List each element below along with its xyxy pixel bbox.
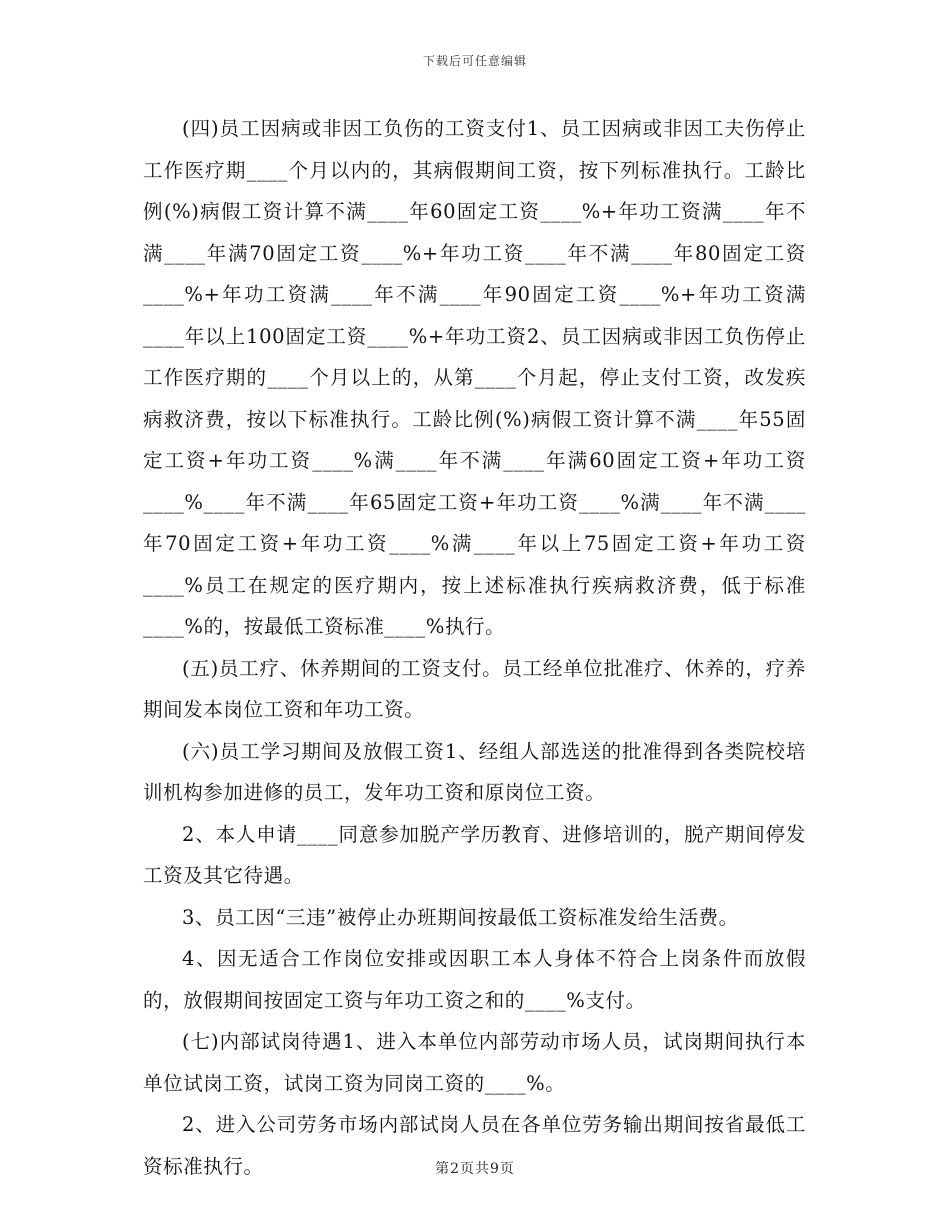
page-number: 第2页共9页: [435, 1161, 515, 1177]
paragraph-item-2-labor-market: 2、进入公司劳务市场内部试岗人员在各单位劳务输出期间按省最低工资标准执行。: [143, 1113, 806, 1178]
paragraph-sick-leave-pay: (四)员工因病或非因工负伤的工资支付1、员工因病或非因工夫伤停止工作医疗期____个月以内的，其病假期间工资，按下列标准执行。工龄比例(%)病假工资计算不满____年60固定工资____%+年功工资满____年不满____年满70固定工资____%+年功工资____年不满____年80固定工资____%+年功工资满____年不满____年90固定工资____%+年功工资满____年以上100固定工资____%+年功工资2、员工因病或非因工负伤停止工作医疗期的____个月以上的，从第____个月起，停止支付工资，改发疾病救济费，按以下标准执行。工龄比例(%)病假工资计算不满____年55固定工资+年功工资____%满____年不满____年满60固定工资+年功工资____%____年不满____年65固定工资+年功工资____%满____年不满____年70固定工资+年功工资____%满____年以上75固定工资+年功工资____%员工在规定的医疗期内，按上述标准执行疾病救济费，低于标准____%的，按最低工资标准____%执行。: [143, 117, 806, 638]
document-body: [143, 108, 806, 1187]
paragraph-recuperation-pay: (五)员工疗、休养期间的工资支付。员工经单位批准疗、休养的，疗养期间发本岗位工资和年功工资。: [143, 656, 806, 721]
paragraph-item-2-self-application: 2、本人申请____同意参加脱产学历教育、进修培训的，脱产期间停发工资及其它待遇。: [143, 822, 806, 887]
paragraph-trial-position-pay: (七)内部试岗待遇1、进入本单位内部劳动市场人员，试岗期间执行本单位试岗工资，试岗工资为同岗工资的____%。: [143, 1030, 806, 1095]
paragraph-study-leave-pay: (六)员工学习期间及放假工资1、经组人部选送的批准得到各类院校培训机构参加进修的员工，发年功工资和原岗位工资。: [143, 739, 806, 804]
paragraph-item-3-violations: 3、员工因“三违”被停止办班期间按最低工资标准发给生活费。: [182, 905, 739, 929]
paragraph-item-4-no-position: 4、因无适合工作岗位安排或因职工本人身体不符合上岗条件而放假的，放假期间按固定工资与年功工资之和的____%支付。: [143, 947, 806, 1012]
page-header: 下载后可任意编辑: [422, 54, 527, 68]
